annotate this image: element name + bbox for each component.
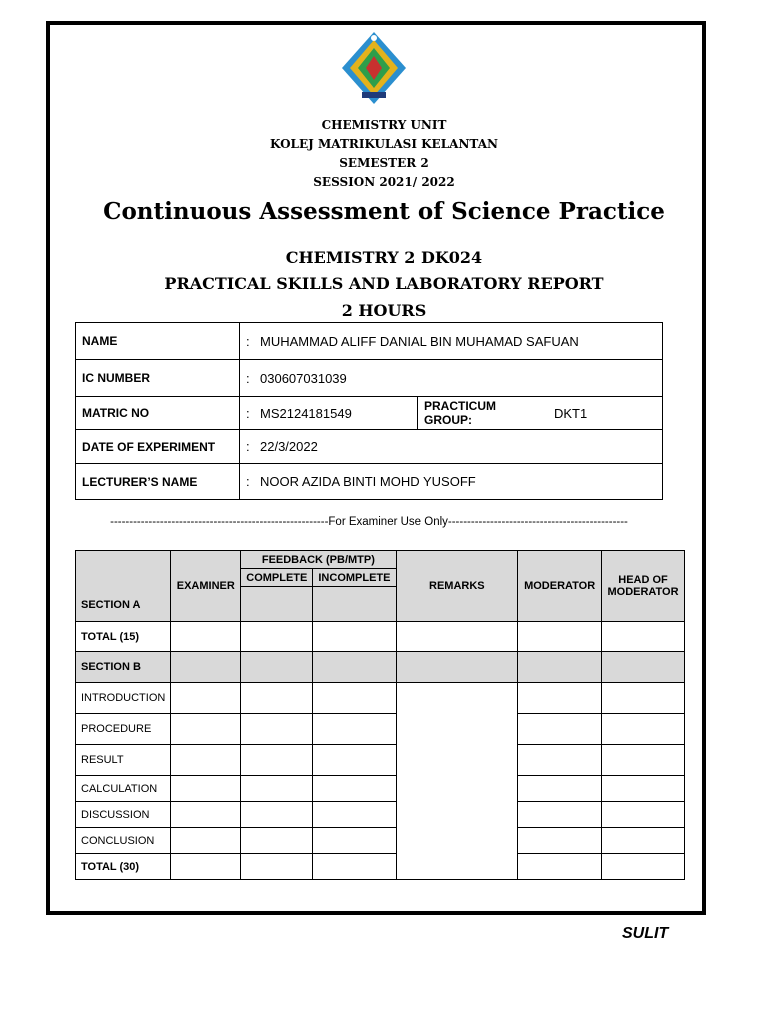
feedback-header: FEEDBACK (PB/MTP) (241, 551, 396, 569)
date-value: 22/3/2022 (260, 439, 318, 454)
incomplete-header: INCOMPLETE (313, 569, 396, 587)
moderator-header: MODERATOR (518, 551, 602, 622)
lecturer-value: NOOR AZIDA BINTI MOHD YUSOFF (260, 474, 476, 489)
examiner-header: EXAMINER (171, 551, 241, 622)
group-value: DKT1 (548, 397, 663, 430)
colon: : (246, 439, 250, 454)
colon: : (246, 333, 250, 349)
row-conclusion: CONCLUSION (76, 828, 171, 854)
row-calculation: CALCULATION (76, 776, 171, 802)
complete-header: COMPLETE (241, 569, 313, 587)
remarks-cell (396, 683, 518, 880)
report-heading: PRACTICAL SKILLS AND LABORATORY REPORT (164, 274, 604, 293)
college-heading: KOLEJ MATRIKULASI KELANTAN (270, 137, 498, 151)
name-value: MUHAMMAD ALIFF DANIAL BIN MUHAMAD SAFUAN (260, 333, 579, 349)
session-heading: SESSION 2021/ 2022 (313, 175, 455, 189)
section-a-label: SECTION A (76, 551, 171, 622)
head-moderator-header: HEAD OF MODERATOR (602, 551, 685, 622)
matric-label: MATRIC NO (76, 397, 240, 430)
lecturer-label: LECTURER’S NAME (76, 464, 240, 500)
row-result: RESULT (76, 745, 171, 776)
row-introduction: INTRODUCTION (76, 683, 171, 714)
marks-table (75, 550, 685, 880)
group-label: PRACTICUM GROUP: (418, 397, 549, 430)
name-label: NAME (76, 323, 240, 360)
unit-heading: CHEMISTRY UNIT (321, 118, 447, 132)
colon: : (246, 370, 250, 386)
matric-value: MS2124181549 (260, 405, 352, 421)
total-b-label: TOTAL (30) (76, 854, 171, 880)
sulit-label: SULIT (622, 925, 669, 942)
section-b-label: SECTION B (76, 652, 171, 683)
page-title: Continuous Assessment of Science Practice (103, 198, 665, 225)
colon: : (246, 474, 250, 489)
ic-value: 030607031039 (260, 370, 347, 386)
course-heading: CHEMISTRY 2 DK024 (285, 248, 483, 267)
student-info-table (75, 322, 663, 500)
row-discussion: DISCUSSION (76, 802, 171, 828)
ic-label: IC NUMBER (76, 360, 240, 397)
date-label: DATE OF EXPERIMENT (76, 430, 240, 464)
examiner-divider: ---------------------------------------------------------For Examiner Use Only----------------------------------------------- (110, 516, 628, 528)
duration-heading: 2 HOURS (341, 301, 427, 320)
colon: : (246, 405, 250, 421)
remarks-header: REMARKS (396, 551, 518, 622)
row-procedure: PROCEDURE (76, 714, 171, 745)
total-a-label: TOTAL (15) (76, 622, 171, 652)
college-logo (340, 30, 408, 106)
semester-heading: SEMESTER 2 (339, 156, 429, 170)
